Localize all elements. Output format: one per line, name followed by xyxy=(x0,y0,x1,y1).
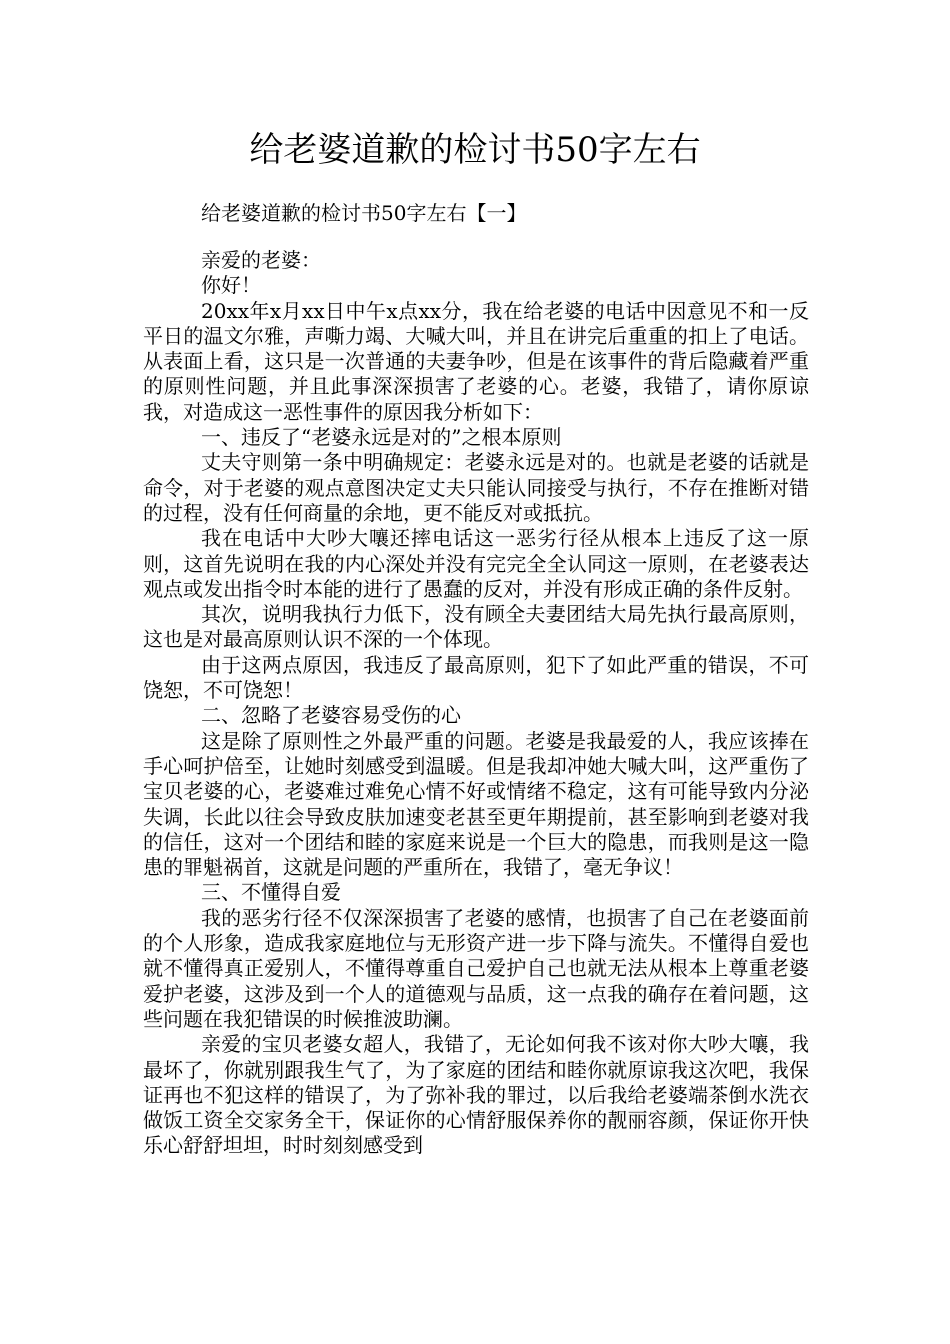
paragraph: 我在电话中大吵大嚷还摔电话这一恶劣行径从根本上违反了这一原则，这首先说明在我的内心深处并没有完完全全认同这一原则，在老婆表达观点或发出指令时本能的进行了愚蠢的反对，并没有形成正确的条件反射。 xyxy=(143,526,809,601)
paragraph: 其次，说明我执行力低下，没有顾全夫妻团结大局先执行最高原则，这也是对最高原则认识不深的一个体现。 xyxy=(143,602,809,652)
paragraph: 由于这两点原因，我违反了最高原则，犯下了如此严重的错误，不可饶恕，不可饶恕！ xyxy=(143,652,809,703)
point-heading-3: 三、不懂得自爱 xyxy=(201,880,341,905)
point-heading-1: 一、违反了“老婆永远是对的”之根本原则 xyxy=(201,425,562,450)
letter-body xyxy=(143,248,809,1159)
document-title: 给老婆道歉的检讨书50字左右 xyxy=(249,130,701,170)
paragraph: 20xx年x月xx日中午x点xx分，我在给老婆的电话中因意见不和一反平日的温文尔雅，声嘶力竭、大喊大叫，并且在讲完后重重的扣上了电话。从表面上看，这只是一次普通的夫妻争吵，但是在该事件的背后隐藏着严重的原则性问题，并且此事深深损害了老婆的心。老婆，我错了，请你原谅我，对造成这一恶性事件的原因我分析如下： xyxy=(143,298,809,424)
greeting: 你好！ xyxy=(201,273,261,298)
paragraph: 这是除了原则性之外最严重的问题。老婆是我最爱的人，我应该捧在手心呵护倍至，让她时刻感受到温暖。但是我却冲她大喊大叫，这严重伤了宝贝老婆的心，老婆难过难免心情不好或情绪不稳定，这有可能导致内分泌失调，长此以往会导致皮肤加速变老甚至更年期提前，甚至影响到老婆对我的信任，这对一个团结和睦的家庭来说是一个巨大的隐患，而我则是这一隐患的罪魁祸首，这就是问题的严重所在，我错了，毫无争议！ xyxy=(143,728,809,880)
salutation: 亲爱的老婆： xyxy=(201,248,321,272)
paragraph: 亲爱的宝贝老婆女超人，我错了，无论如何我不该对你大吵大嚷，我最坏了，你就别跟我生气了，为了家庭的团结和睦你就原谅我这次吧，我保证再也不犯这样的错误了，为了弥补我的罪过，以后我给老婆端茶倒水洗衣做饭工资全交家务全干，保证你的心情舒服保养你的靓丽容颜，保证你开快乐心舒舒坦坦，时时刻刻感受到 xyxy=(143,1032,809,1158)
paragraph: 我的恶劣行径不仅深深损害了老婆的感情，也损害了自己在老婆面前的个人形象，造成我家庭地位与无形资产进一步下降与流失。不懂得自爱也就不懂得真正爱别人，不懂得尊重自己爱护自己也就无法从根本上尊重老婆爱护老婆，这涉及到一个人的道德观与品质，这一点我的确存在着问题，这些问题在我犯错误的时候推波助澜。 xyxy=(143,905,809,1031)
section-heading: 给老婆道歉的检讨书50字左右【一】 xyxy=(201,201,527,225)
paragraph: 丈夫守则第一条中明确规定：老婆永远是对的。也就是老婆的话就是命令，对于老婆的观点意图决定丈夫只能认同接受与执行，不存在推断对错的过程，没有任何商量的余地，更不能反对或抵抗。 xyxy=(143,450,809,525)
point-heading-2: 二、忽略了老婆容易受伤的心 xyxy=(201,703,461,728)
